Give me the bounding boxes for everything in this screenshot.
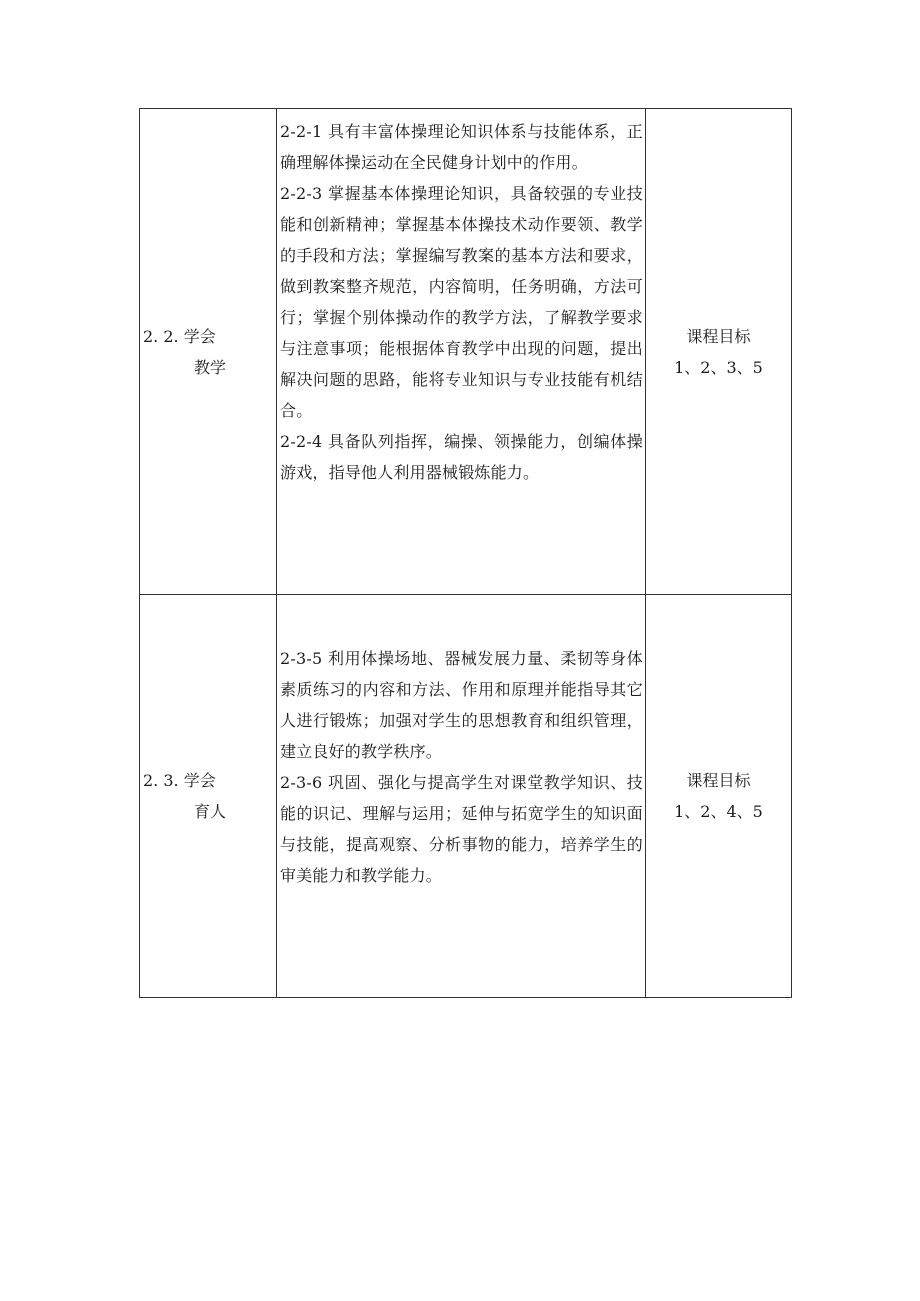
table-row: [140, 109, 792, 595]
course-goal-label: 课程目标: [686, 771, 751, 790]
requirement-area-cell: [140, 109, 277, 595]
course-goal-cell: [646, 109, 792, 595]
course-goal-numbers: 1、2、4、5: [674, 802, 763, 821]
requirement-item: 2-3-6 巩固、强化与提高学生对课堂教学知识、技能的识记、理解与运用；延伸与拓宽学生的知识面与技能，提高观察、分析事物的能力，培养学生的审美能力和教学能力。: [280, 773, 643, 885]
table-row: [140, 595, 792, 998]
area-label-continued: 教学: [194, 357, 227, 377]
curriculum-mapping-table: [139, 108, 792, 998]
requirement-item: 2-2-1 具有丰富体操理论知识体系与技能体系，正确理解体操运动在全民健身计划中的作用。: [280, 122, 643, 172]
requirement-detail-cell: [277, 595, 646, 998]
requirement-item: 2-2-3 掌握基本体操理论知识，具备较强的专业技能和创新精神；掌握基本体操技术动作要领、教学的手段和方法；掌握编写教案的基本方法和要求，做到教案整齐规范，内容简明，任务明确，方法可行；掌握个别体操动作的教学方法，了解教学要求与注意事项；能根据体育教学中出现的问题，提出解决问题的思路，能将专业知识与专业技能有机结合。: [280, 184, 643, 420]
requirement-detail-cell: [277, 109, 646, 595]
requirement-area-cell: [140, 595, 277, 998]
requirement-item: 2-3-5 利用体操场地、器械发展力量、柔韧等身体素质练习的内容和方法、作用和原理并能指导其它人进行锻炼；加强对学生的思想教育和组织管理，建立良好的教学秩序。: [280, 649, 643, 761]
area-label: 2. 2. 学会: [143, 326, 216, 346]
course-goal-label: 课程目标: [686, 326, 751, 346]
course-goal-cell: [646, 595, 792, 998]
course-goal-numbers: 1、2、3、5: [674, 357, 763, 377]
area-label-continued: 育人: [194, 802, 227, 821]
area-label: 2. 3. 学会: [143, 771, 216, 790]
requirement-item: 2-2-4 具备队列指挥，编操、领操能力，创编体操游戏，指导他人利用器械锻炼能力。: [280, 432, 643, 482]
